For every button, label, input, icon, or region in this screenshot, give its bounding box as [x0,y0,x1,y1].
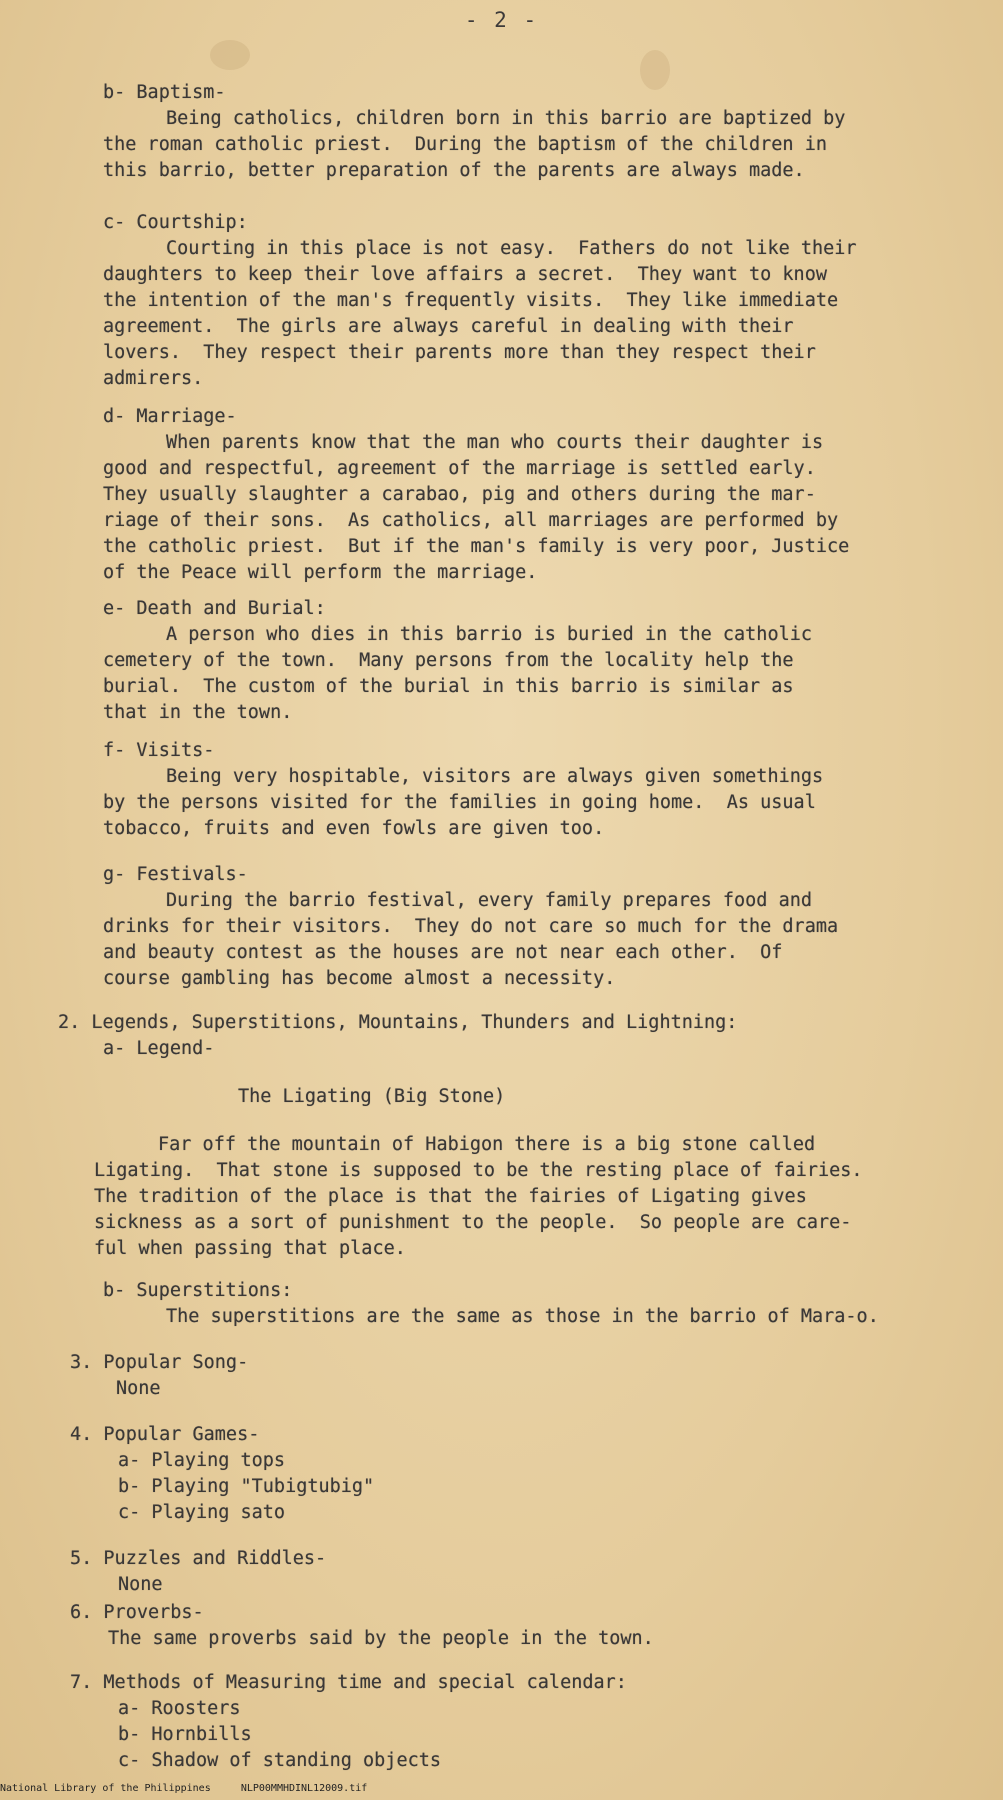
marriage-line: They usually slaughter a carabao, pig and others during the mar- [103,484,816,505]
visits-line: tobacco, fruits and even fowls are given too. [103,818,605,839]
games-item: c- Playing sato [118,1502,286,1523]
courtship-line: agreement. The girls are always careful in dealing with their [103,316,794,337]
section-heading-festivals: g- Festivals- [103,864,248,885]
legend-line: The tradition of the place is that the fairies of Ligating gives [94,1186,807,1207]
festivals-line: drinks for their visitors. They do not care so much for the drama [103,916,839,937]
section-heading-songs: 3. Popular Song- [70,1352,249,1373]
section-heading-baptism: b- Baptism- [103,82,226,103]
courtship-line: Courting in this place is not easy. Fathers do not like their [166,238,857,259]
courtship-line: daughters to keep their love affairs a secret. They want to know [103,264,827,285]
songs-value: None [116,1378,161,1399]
marriage-line: When parents know that the man who courts their daughter is [166,432,824,453]
baptism-line: this barrio, better preparation of the parents are always made. [103,160,805,181]
marriage-line: of the Peace will perform the marriage. [103,562,538,583]
games-item: b- Playing "Tubigtubig" [118,1476,375,1497]
games-item: a- Playing tops [118,1450,286,1471]
death-line: cemetery of the town. Many persons from the locality help the [103,650,794,671]
superstitions-line: The superstitions are the same as those in the barrio of Mara-o. [166,1306,879,1327]
festivals-line: and beauty contest as the houses are not near each other. Of [103,942,783,963]
section-heading-puzzles: 5. Puzzles and Riddles- [70,1548,327,1569]
section-heading-proverbs: 6. Proverbs- [70,1602,204,1623]
paper-stain [640,50,670,90]
section-heading-games: 4. Popular Games- [70,1424,260,1445]
legend-line: sickness as a sort of punishment to the people. So people are care- [94,1212,852,1233]
time-item: c- Shadow of standing objects [118,1750,442,1771]
time-item: a- Roosters [118,1698,241,1719]
courtship-line: lovers. They respect their parents more than they respect their [103,342,816,363]
legend-line: ful when passing that place. [94,1238,406,1259]
legend-title: The Ligating (Big Stone) [238,1086,506,1107]
legend-line: Ligating. That stone is supposed to be the resting place of fairies. [94,1160,863,1181]
visits-line: Being very hospitable, visitors are always given somethings [166,766,824,787]
section-heading-death: e- Death and Burial: [103,598,326,619]
baptism-line: the roman catholic priest. During the baptism of the children in [103,134,827,155]
subheading-legend: a- Legend- [103,1038,215,1059]
courtship-line: admirers. [103,368,204,389]
puzzles-value: None [118,1574,163,1595]
visits-line: by the persons visited for the families in going home. As usual [103,792,816,813]
death-line: burial. The custom of the burial in this barrio is similar as [103,676,794,697]
marriage-line: riage of their sons. As catholics, all marriages are performed by [103,510,839,531]
marriage-line: the catholic priest. But if the man's family is very poor, Justice [103,536,850,557]
scan-footer: National Library of the Philippines NLP00MMHDINL12009.tif [0,1783,368,1794]
festivals-line: During the barrio festival, every family prepares food and [166,890,813,911]
festivals-line: course gambling has become almost a necessity. [103,968,616,989]
paper-stain [210,40,250,70]
legend-line: Far off the mountain of Habigon there is a big stone called [158,1134,816,1155]
death-line: that in the town. [103,702,293,723]
section-heading-visits: f- Visits- [103,740,215,761]
page-number: - 2 - [464,8,539,32]
death-line: A person who dies in this barrio is buried in the catholic [166,624,813,645]
section-heading-time: 7. Methods of Measuring time and special calendar: [70,1672,627,1693]
section-heading-legends: 2. Legends, Superstitions, Mountains, Thunders and Lightning: [58,1012,738,1033]
section-heading-courtship: c- Courtship: [103,212,248,233]
subheading-superstitions: b- Superstitions: [103,1280,293,1301]
marriage-line: good and respectful, agreement of the marriage is settled early. [103,458,816,479]
section-heading-marriage: d- Marriage- [103,406,237,427]
time-item: b- Hornbills [118,1724,252,1745]
courtship-line: the intention of the man's frequently visits. They like immediate [103,290,839,311]
baptism-line: Being catholics, children born in this barrio are baptized by [166,108,846,129]
proverbs-value: The same proverbs said by the people in the town. [108,1628,654,1649]
